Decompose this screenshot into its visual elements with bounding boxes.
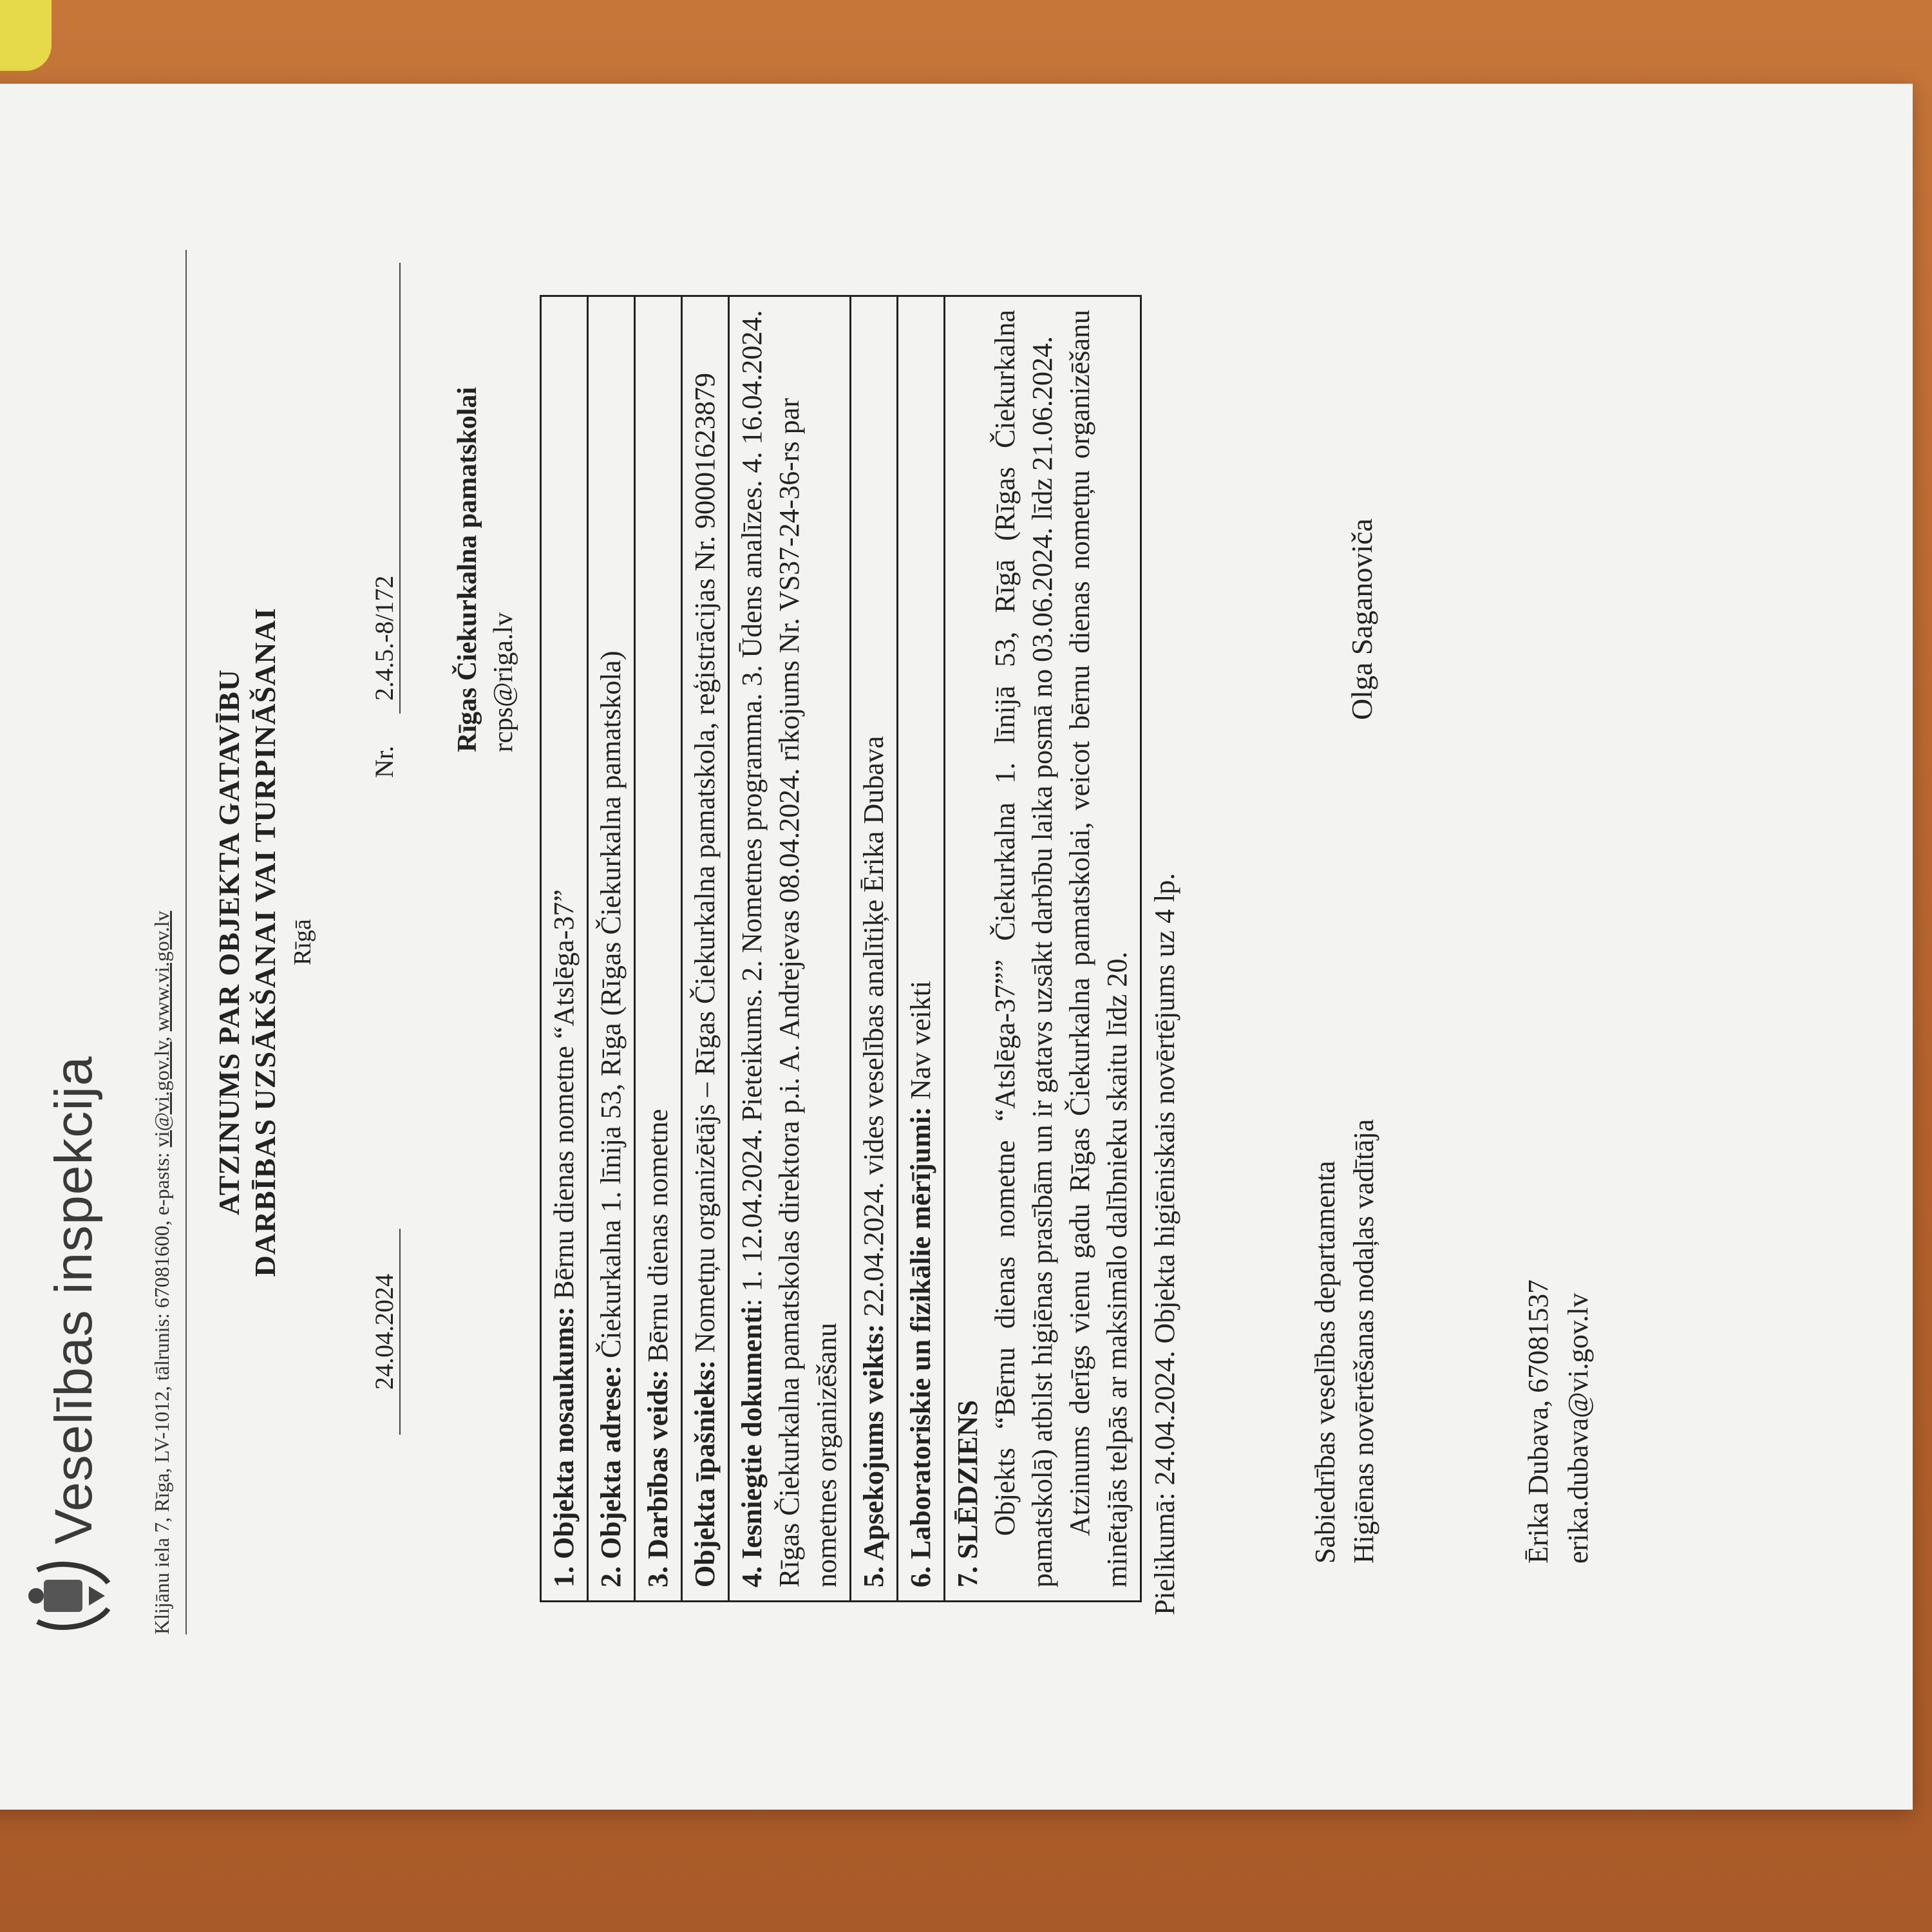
row-label: Objekta īpašnieks:	[689, 1359, 721, 1587]
title-line-1: ATZINUMS PAR OBJEKTA GATAVĪBU	[213, 668, 245, 1216]
row-value: 22.04.2024. vides veselības analītiķe Ērika Dubava	[858, 735, 889, 1324]
signer-position: Higiēnas novērtēšanas nodaļas vadītāja	[1348, 1119, 1379, 1564]
table-row	[851, 297, 898, 1600]
conclusion-paragraph: Atzinums derīgs vienu gadu Rīgas Čiekurkalna pamatskolai, veicot bērnu dienas nometņu organizēšanu minētajās telpās ar maksimālo dalībnieku skaitu līdz 20.	[1064, 310, 1133, 1587]
table-row	[683, 297, 730, 1600]
attachment-note: Pielikumā: 24.04.2024. Objekta higiēniskais novērtējums uz 4 lp.	[1149, 873, 1180, 1615]
table-row	[589, 297, 636, 1600]
table-row	[636, 297, 683, 1600]
row-value: Bērnu dienas nometne	[642, 1108, 674, 1370]
recipient-name: Rīgas Čiekurkalna pamatskolai	[453, 386, 482, 752]
website-link[interactable]: www.vi.gov.lv	[150, 911, 173, 1032]
paper-sheet	[0, 84, 1913, 1810]
recipient-email: rcps@riga.lv	[489, 612, 518, 752]
row-value: Nometņu organizētājs – Rīgas Čiekurkalna pamatskola, reģistrācijas Nr. 90001623879	[689, 372, 721, 1360]
coat-of-arms-icon	[18, 1557, 115, 1634]
row-label: 3. Darbības veids:	[642, 1369, 674, 1587]
email-link[interactable]: vi@vi.gov.lv	[150, 1041, 173, 1148]
row-value: Čiekurkalna 1. līnija 53, Rīga (Rīgas Čiekurkalna pamatskola)	[595, 650, 627, 1365]
yellow-object	[0, 0, 52, 71]
row-label: 5. Apsekojums veikts:	[858, 1323, 889, 1587]
row-value: Bērnu dienas nometne “Atslēga-37”	[548, 889, 580, 1307]
nr-label: Nr.	[370, 746, 399, 778]
contact-block	[1519, 1280, 1598, 1564]
org-name: Veselības inspekcija	[44, 1056, 103, 1544]
signature-block	[1306, 1119, 1383, 1564]
address-text: Klijānu iela 7, Rīga, LV-1012, tālrunis: 67081600, e-pasts:	[150, 1147, 173, 1634]
row-label: 1. Objekta nosaukums:	[548, 1306, 580, 1587]
conclusion-paragraph: Objekts “Bērnu dienas nometne “Atslēga-37”” Čiekurkalna 1. līnijā 53, Rīgā (Rīgas Čiekurkalna pamatskolā) atbilst higiēnas prasībām un ir gatavs uzsākt darbību laika posmā no 03.06.2024. līdz 21.06.2024.	[989, 310, 1058, 1587]
address-separator: ,	[150, 1031, 173, 1042]
address-line	[150, 250, 187, 1634]
title-line-2: DARBĪBAS UZSĀKŠANAI VAI TURPINĀŠANAI	[249, 607, 281, 1277]
date-field: 24.04.2024	[369, 1229, 401, 1435]
conclusion-heading: 7. SLĒDZIENS	[952, 1399, 983, 1587]
row-label: 4. Iesniegtie dokumenti	[736, 1306, 768, 1587]
document-title	[211, 250, 283, 1634]
row-value: Nav veikti	[905, 980, 936, 1107]
table-row	[542, 297, 589, 1600]
info-table	[540, 295, 1142, 1602]
signer-name: Olga Saganoviča	[1345, 518, 1378, 720]
table-row	[730, 297, 851, 1600]
recipient	[450, 387, 522, 752]
row-value: : 1. 12.04.2024. Pieteikums. 2. Nometnes programma. 3. Ūdens analīzes. 4. 16.04.2024. Rīgas Čiekurkalna pamatskolas direktora p.i. A. Andrejevas 08.04.2024. rīkojums Nr. VS37-24-36-rs par nometnes organizēšanu	[736, 310, 842, 1587]
row-label: 6. Laboratoriskie un fizikālie mērījumi:	[905, 1106, 936, 1587]
signer-department: Sabiedrības veselības departamenta	[1309, 1160, 1341, 1564]
contact-person: Ērika Dubava, 67081537	[1522, 1279, 1554, 1564]
document-content	[18, 147, 1886, 1718]
contact-email: erika.dubava@vi.gov.lv	[1562, 1293, 1594, 1564]
row-label: 2. Objekta adrese:	[595, 1365, 627, 1587]
nr-field: 2.4.5.-8/172	[369, 263, 401, 714]
conclusion-row	[945, 297, 1140, 1600]
table-row	[898, 297, 945, 1600]
place: Rīgā	[289, 919, 316, 965]
